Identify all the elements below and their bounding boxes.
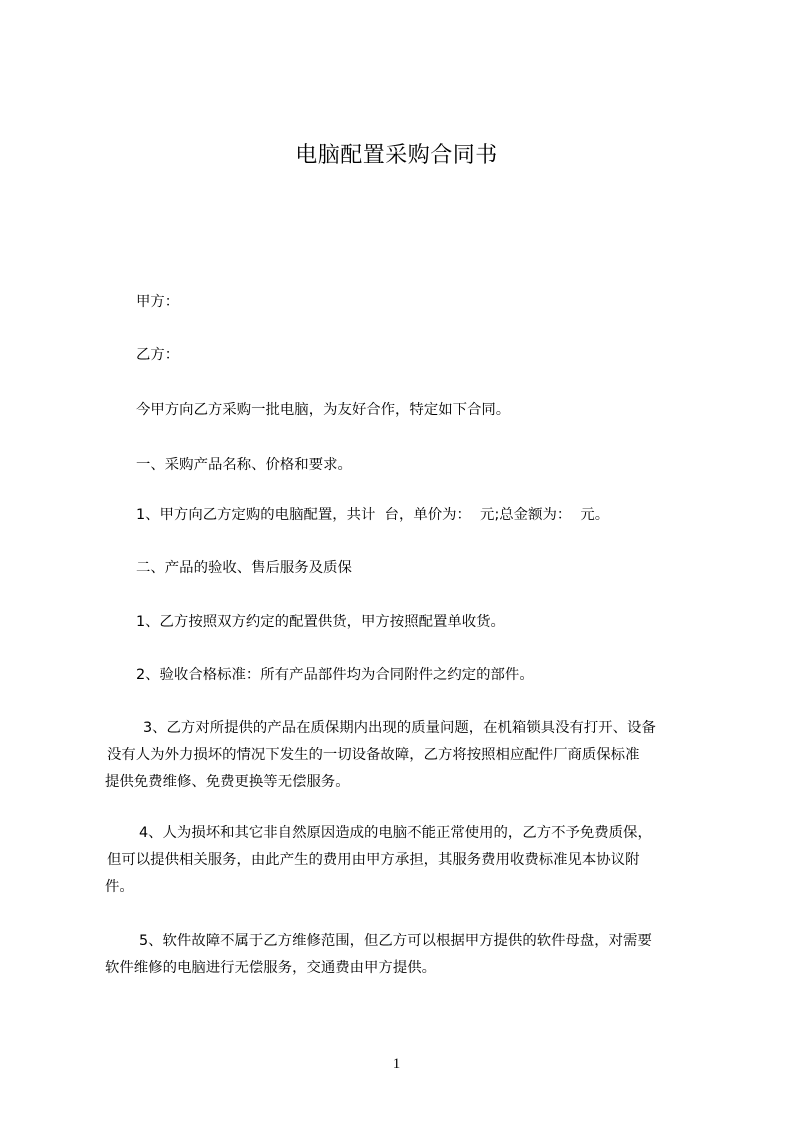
item4-line3: 件。: [105, 879, 134, 895]
item5-line1: 5、软件故障不属于乙方维修范围，但乙方可以根据甲方提供的软件母盘，对需要: [139, 933, 652, 949]
section2-item3: [105, 715, 705, 796]
intro-paragraph: 今甲方向乙方采购一批电脑，为友好合作，特定如下合同。: [136, 402, 511, 418]
item5-line2: 软件维修的电脑进行无偿服务，交通费由甲方提供。: [105, 960, 436, 976]
section2-item1: 1、乙方按照双方约定的配置供货，甲方按照配置单收货。: [136, 614, 505, 630]
section1-item1: 1、甲方向乙方定购的电脑配置，共计 台，单价为： 元;总金额为： 元。: [136, 507, 610, 523]
section2-item5: [105, 928, 705, 982]
section2-heading: 二、产品的验收、售后服务及质保: [136, 560, 352, 576]
party-b-label: 乙方：: [136, 347, 180, 363]
page-number: 1: [392, 1056, 401, 1072]
section1-heading: 一、采购产品名称、价格和要求。: [136, 457, 352, 473]
section2-item4: [105, 820, 705, 901]
item3-line3: 提供免费维修、免费更换等无偿服务。: [105, 774, 350, 790]
item4-line1: 4、人为损坏和其它非自然原因造成的电脑不能正常使用的，乙方不予免费质保，: [139, 825, 652, 841]
party-a-label: 甲方：: [136, 294, 180, 310]
section2-item2: 2、验收合格标准：所有产品部件均为合同附件之约定的部件。: [136, 667, 534, 683]
item3-line1: 3、乙方对所提供的产品在质保期内出现的质量问题，在机箱锁具没有打开、设备: [143, 720, 656, 736]
item4-line2: 但可以提供相关服务，由此产生的费用由甲方承担，其服务费用收费标准见本协议附: [107, 852, 640, 868]
page-title: 电脑配置采购合同书: [295, 143, 498, 168]
item3-line2: 没有人为外力损坏的情况下发生的一切设备故障，乙方将按照相应配件厂商质保标准: [107, 747, 640, 763]
